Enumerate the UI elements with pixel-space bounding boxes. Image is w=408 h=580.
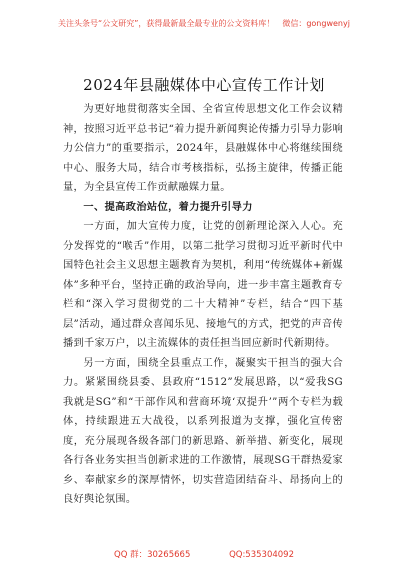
document-title: 2024年县融媒体中心宣传工作计划 — [83, 76, 325, 94]
section-heading: 一、提高政治站位，着力提升引导力 — [83, 201, 253, 213]
section-paragraph-1: 一方面，加大宣传力度，让党的创新理论深入人心。充分发挥党的“喉舌”作用，以第二批学习贯彻习近平新时代中国特色社会主义思想主题教育为契机，利用“传统媒体+新媒体”多种平台，坚持正确的政治导向，进一步丰富主题教育专栏和“深入学习贯彻党的二十大精神”专栏，结合“四下基层”活动，通过群众喜闻乐见、接地气的方式，把党的声音传播到千家万户，以主流媒体的责任担当回应新时代新期待。 — [63, 221, 343, 349]
intro-paragraph: 为更好地贯彻落实全国、全省宣传思想文化工作会议精神，按照习近平总书记“着力提升新闻舆论传播力引导力影响力公信力”的重要指示，2024年，县融媒体中心将继续围绕中心、服务大局，结合市考核指标，弘扬主旋律，传播正能量，为全县宣传工作贡献融媒力量。 — [63, 104, 343, 193]
document-body — [63, 100, 343, 510]
contact-footer — [0, 548, 408, 560]
promo-banner: 关注头条号“公文研究”，获得最新最全最专业的公文资料库！ 微信：gongwenyj — [58, 19, 350, 28]
qq-number-text: QQ:535304092 — [229, 550, 294, 560]
section-paragraph-2: 另一方面，围绕全县重点工作，凝聚实干担当的强大合力。紧紧围绕县委、县政府“1512”发展思路，以“爱我SG 我就是SG”和“干部作风和营商环境‘双提升’”两个专栏为载体，持续跟进五大战役，以系列报道为支撑，强化宣传密度，充分展现各级各部门的新思路、新举措、新变化，展现各行各业务实担当创新求进的工作激情，展现SG干群热爱家乡、奉献家乡的深厚情怀，切实营造团结奋斗、昂扬向上的良好舆论氛围。 — [63, 357, 343, 505]
qq-group-text: QQ 群：30265665 — [114, 550, 191, 560]
